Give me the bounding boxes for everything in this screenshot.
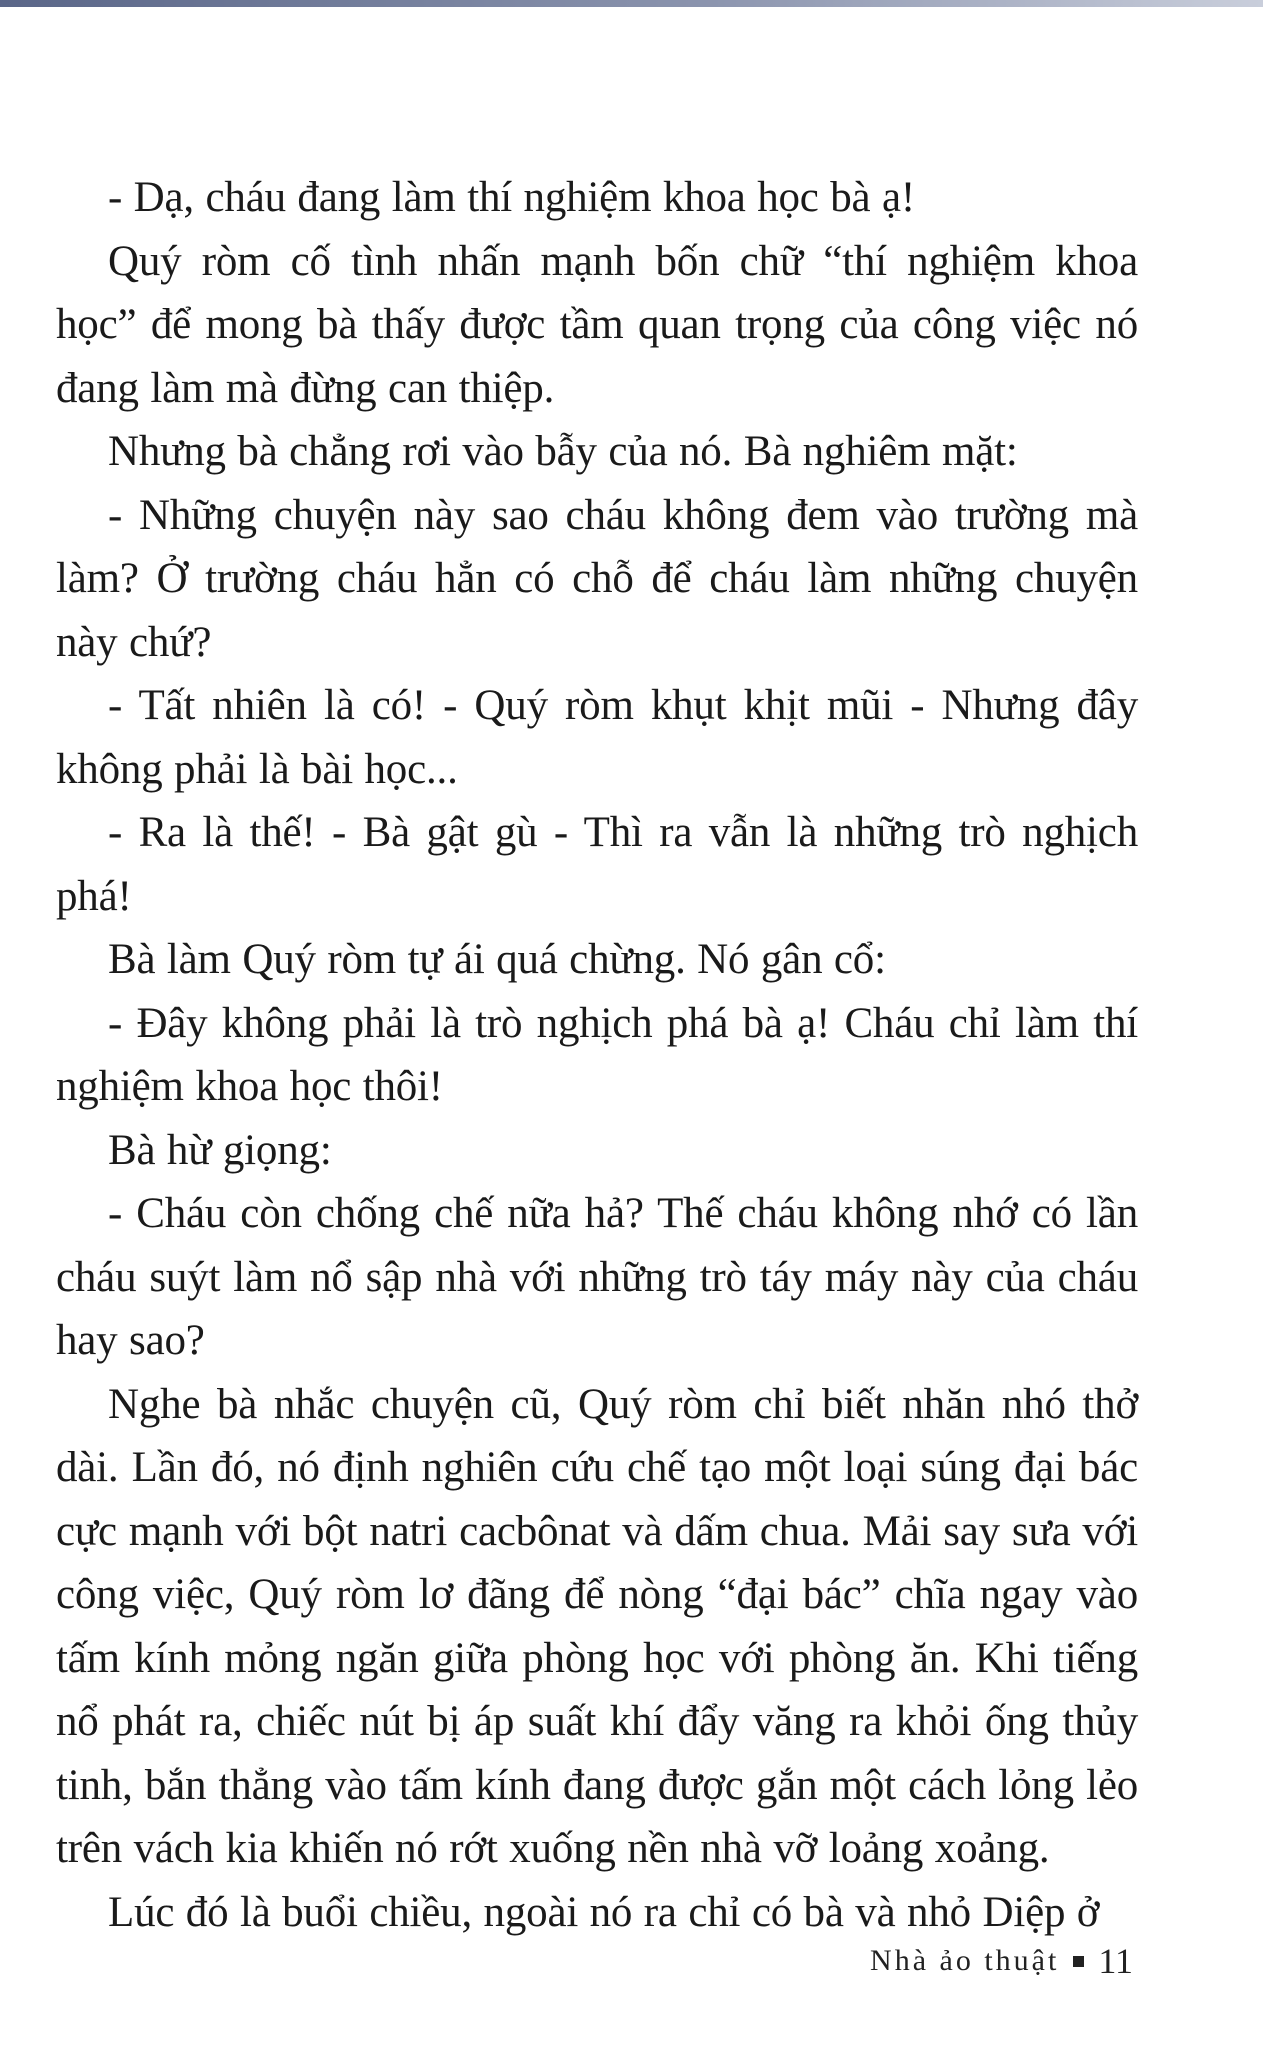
- paragraph: Quý ròm cố tình nhấn mạnh bốn chữ “thí nghiệm khoa học” để mong bà thấy được tầm quan trọng của công việc nó đang làm mà đừng can thiệp.: [56, 237, 1138, 412]
- paragraph: Nghe bà nhắc chuyện cũ, Quý ròm chỉ biết nhăn nhó thở dài. Lần đó, nó định nghiên cứu chế tạo một loại súng đại bác cực mạnh với bột natri cacbônat và dấm chua. Mải say sưa với công việc, Quý ròm lơ đãng để nòng “đại bác” chĩa ngay vào tấm kính mỏng ngăn giữa phòng học với phòng ăn. Khi tiếng nổ phát ra, chiếc nút bị áp suất khí đẩy văng ra khỏi ống thủy tinh, bắn thẳng vào tấm kính đang được gắn một cách lỏng lẻo trên vách kia khiến nó rớt xuống nền nhà vỡ loảng xoảng.: [56, 1380, 1138, 1872]
- body-text: [56, 166, 1138, 1944]
- paragraph: Nhưng bà chẳng rơi vào bẫy của nó. Bà nghiêm mặt:: [108, 428, 1018, 475]
- paragraph: - Đây không phải là trò nghịch phá bà ạ! Cháu chỉ làm thí nghiệm khoa học thôi!: [56, 999, 1138, 1110]
- paragraph: - Cháu còn chống chế nữa hả? Thế cháu không nhớ có lần cháu suýt làm nổ sập nhà với những trò táy máy này của cháu hay sao?: [56, 1190, 1138, 1364]
- paragraph: - Những chuyện này sao cháu không đem vào trường mà làm? Ở trường cháu hẳn có chỗ để cháu làm những chuyện này chứ?: [56, 491, 1138, 666]
- paragraph: - Tất nhiên là có! - Quý ròm khụt khịt mũi - Nhưng đây không phải là bài học...: [56, 682, 1138, 793]
- paragraph: - Ra là thế! - Bà gật gù - Thì ra vẫn là những trò nghịch phá!: [56, 809, 1138, 920]
- paragraph: Bà hừ giọng:: [108, 1126, 332, 1174]
- page-number: 11: [1098, 1941, 1133, 1981]
- paragraph: - Dạ, cháu đang làm thí nghiệm khoa học bà ạ!: [108, 174, 915, 221]
- book-title: Nhà ảo thuật: [870, 1944, 1060, 1977]
- page-top-edge: [0, 0, 1263, 7]
- square-bullet-icon: [1073, 1956, 1084, 1967]
- running-footer: [870, 1940, 1133, 1982]
- paragraph: Bà làm Quý ròm tự ái quá chừng. Nó gân cổ:: [108, 936, 886, 983]
- paragraph: Lúc đó là buổi chiều, ngoài nó ra chỉ có bà và nhỏ Diệp ở: [108, 1888, 1100, 1936]
